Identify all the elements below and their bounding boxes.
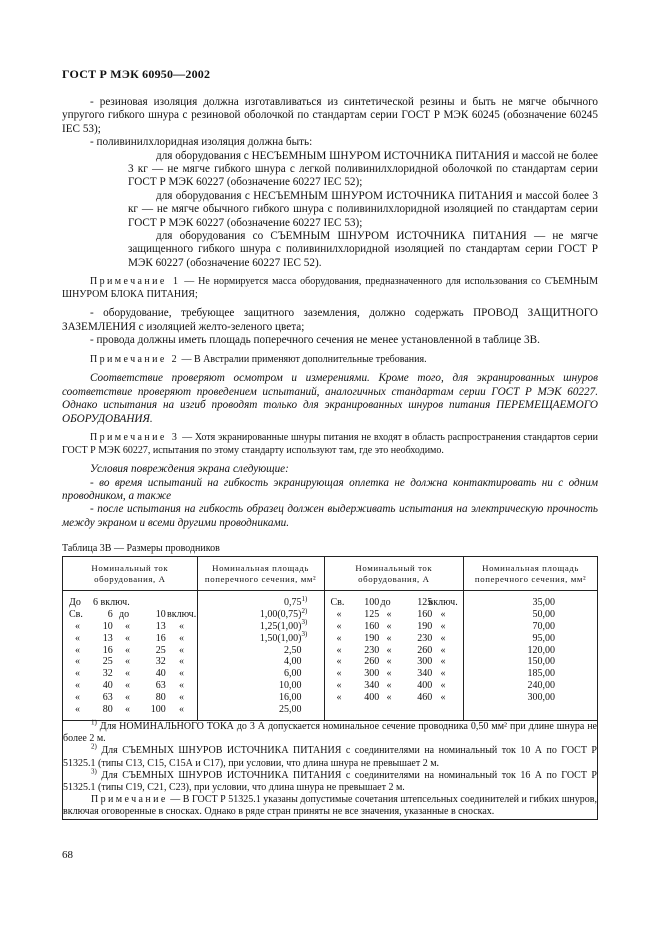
note-2-text: — В Австралии применяют дополнительные требования. xyxy=(179,353,427,365)
area-text: 0,75 xyxy=(284,597,302,608)
left-current-row xyxy=(69,680,193,692)
range-prefix: Св. xyxy=(69,608,83,620)
right-area-value xyxy=(468,645,593,657)
table-header-row xyxy=(63,557,598,591)
range-from: 125 xyxy=(364,608,380,620)
note-3 xyxy=(62,432,598,457)
note-2 xyxy=(62,354,598,367)
range-to: 100 xyxy=(150,704,166,716)
range-suffix: « xyxy=(179,668,184,680)
range-from: 25 xyxy=(102,656,113,668)
table-notes xyxy=(63,720,598,819)
range-to: 400 xyxy=(417,680,433,692)
area-text: 185,00 xyxy=(527,668,555,680)
left-area-value: $1,00(0,75)^{2)}$ xyxy=(259,606,308,620)
range-suffix: « xyxy=(440,632,446,644)
right-current-row xyxy=(331,692,460,704)
range-from: 190 xyxy=(364,632,380,644)
range-to: 16 xyxy=(155,632,166,644)
left-area-value: $1,50(1,00)^{3)}$ xyxy=(259,630,308,644)
range-prefix: Св. xyxy=(330,597,345,608)
area-text: 1,25(1,00) xyxy=(259,620,302,632)
range-from: 80 xyxy=(102,704,113,716)
left-current-row xyxy=(69,668,193,680)
left-current-row xyxy=(69,645,193,657)
range-to: 13 xyxy=(155,620,166,632)
right-area-value xyxy=(468,680,593,692)
para-pvc-heavy: для оборудования с НЕСЪЕМНЫМ ШНУРОМ ИСТОЧНИКА ПИТАНИЯ и массой более 3 кг — не мягче обычного гибкого шнура с поливинилхлоридной изоляцией по стандартам серии ГОСТ Р МЭК 60227 (обозначение 60227 IEC 53); xyxy=(128,189,598,229)
condition-1: - во время испытаний на гибкость экранирующая оплетка не должна контактировать ни с одним проводником, а также xyxy=(62,476,598,502)
range-to-word: « xyxy=(386,608,392,620)
range-prefix: « xyxy=(336,668,342,680)
right-current-row xyxy=(331,680,460,692)
note-3-text: — Хотя экранированные шнуры питания не входят в область распространения стандартов серии ГОСТ Р МЭК 60227, испытания по этому стандарту используют там, где это необходимо. xyxy=(62,431,598,456)
range-prefix: « xyxy=(336,680,342,692)
right-area-value xyxy=(468,668,593,680)
range-prefix: « xyxy=(75,668,80,680)
area-text: 150,00 xyxy=(527,656,555,668)
range-from: 63 xyxy=(102,692,113,704)
range-from: 260 xyxy=(364,656,380,668)
body-text xyxy=(62,96,598,530)
range-suffix: « xyxy=(179,656,184,668)
range-prefix: « xyxy=(75,656,80,668)
range-prefix: « xyxy=(75,632,80,644)
right-current-row xyxy=(331,656,460,668)
range-to-word: « xyxy=(386,632,392,644)
left-current-row xyxy=(69,692,193,704)
area-text: 4,00 xyxy=(284,656,302,668)
range-from: 340 xyxy=(364,680,380,692)
area-text: 10,00 xyxy=(279,680,302,692)
range-from: 16 xyxy=(102,644,113,656)
table-caption: Таблица 3В — Размеры проводников xyxy=(62,543,220,554)
range-suffix: включ. xyxy=(428,597,458,608)
table-body-row xyxy=(63,591,598,721)
right-current-row xyxy=(331,621,460,633)
header-current-right: Номинальный ток оборудования, А xyxy=(324,557,464,591)
range-to: 10 xyxy=(155,608,166,620)
range-suffix: включ. xyxy=(167,608,197,620)
area-text: 6,00 xyxy=(284,668,302,680)
para-section: - провода должны иметь площадь поперечного сечения не менее установленной в таблице 3В. xyxy=(90,334,540,347)
range-suffix: « xyxy=(179,704,184,716)
para-pvc-detachable: для оборудования со СЪЕМНЫМ ШНУРОМ ИСТОЧНИКА ПИТАНИЯ — не мягче защищенного гибкого шнура с поливинилхлоридной изоляцией по стандартам серии ГОСТ Р МЭК 60227 (обозначение 60227 IEC 52). xyxy=(128,230,598,269)
range-prefix: « xyxy=(336,632,342,644)
range-to: 63 xyxy=(155,680,166,692)
range-to-word: « xyxy=(386,656,392,668)
note-1 xyxy=(62,276,598,301)
range-from: 230 xyxy=(364,644,380,656)
range-to-word: « xyxy=(125,704,130,716)
range-from: 160 xyxy=(364,620,380,632)
area-text: 2,50 xyxy=(284,644,302,656)
right-current-row xyxy=(331,633,460,645)
range-to: 40 xyxy=(155,668,166,680)
range-prefix: « xyxy=(75,644,80,656)
range-to-word: « xyxy=(125,656,130,668)
range-to-word: « xyxy=(386,668,392,680)
area-text: 240,00 xyxy=(527,680,555,692)
range-from: 6 xyxy=(107,608,113,620)
range-to: 25 xyxy=(155,644,166,656)
right-current-row xyxy=(331,597,460,609)
right-area-value xyxy=(468,692,593,704)
left-current-row xyxy=(69,621,193,633)
area-text: 70,00 xyxy=(532,620,555,632)
range-to: 80 xyxy=(155,692,166,704)
range-suffix: « xyxy=(440,668,446,680)
range-from: 400 xyxy=(364,692,380,704)
range-suffix: « xyxy=(440,680,446,692)
left-area-cell xyxy=(197,591,324,721)
range-from: 32 xyxy=(102,668,113,680)
range-to-word: « xyxy=(386,680,392,692)
right-current-cell xyxy=(324,591,464,721)
left-current-row xyxy=(69,656,193,668)
range-from: 300 xyxy=(364,668,380,680)
table-notes-row xyxy=(63,720,598,819)
range-to-word: « xyxy=(125,692,130,704)
range-to: 460 xyxy=(417,692,433,704)
note-1-label: Примечание 1 xyxy=(90,276,181,288)
left-current-row xyxy=(69,597,193,609)
range-from: 10 xyxy=(102,620,113,632)
range-suffix: « xyxy=(179,620,184,632)
range-suffix: « xyxy=(440,692,446,704)
note-2-label: Примечание 2 xyxy=(90,353,180,365)
area-text: 50,00 xyxy=(532,608,555,620)
area-text: 120,00 xyxy=(527,644,555,656)
range-prefix: « xyxy=(75,680,80,692)
range-from: 40 xyxy=(102,680,113,692)
table-note: Примечание — В ГОСТ Р 51325.1 указаны допустимые сочетания штепсельных соединителей и гибких шнуров, включая оговоренные в сносках. Однако в ряде стран приняты не все значения, указанные в сносках. xyxy=(63,794,597,818)
range-prefix: « xyxy=(336,620,342,632)
range-prefix: « xyxy=(336,656,342,668)
left-area-value xyxy=(202,656,320,668)
range-prefix: « xyxy=(336,608,342,620)
range-to: 230 xyxy=(417,632,433,644)
right-area-cell xyxy=(464,591,598,721)
document-header: ГОСТ Р МЭК 60950—2002 xyxy=(62,67,211,81)
note-1-text: — Не нормируется масса оборудования, предназначенного для использования со СЪЕМНЫМ ШНУРОМ БЛОКА ПИТАНИЯ; xyxy=(62,276,598,300)
left-area-value xyxy=(202,668,320,680)
range-to: 340 xyxy=(417,668,433,680)
range-to: 190 xyxy=(417,620,433,632)
range-to: 160 xyxy=(417,608,433,620)
left-current-row xyxy=(69,608,197,621)
page-number: 68 xyxy=(62,849,73,861)
right-area-value xyxy=(468,656,593,668)
range-to-word: « xyxy=(386,620,392,632)
right-area-value xyxy=(468,597,593,609)
range-from: 13 xyxy=(102,632,113,644)
range-to: 32 xyxy=(155,656,166,668)
left-current-cell xyxy=(63,591,198,721)
header-current-left: Номинальный ток оборудования, А xyxy=(63,557,198,591)
right-current-row xyxy=(331,645,460,657)
area-text: 25,00 xyxy=(279,704,302,716)
range-to-word: « xyxy=(125,680,130,692)
range-prefix: До xyxy=(69,597,81,608)
compliance-text: Соответствие проверяют осмотром и измерениями. Кроме того, для экранированных шнуров соответствие проверяют проведением испытаний, аналогичных стандартам серии ГОСТ Р МЭК 60227. Однако испытания на изгиб проводят только для экранированных шнуров питания ПЕРЕМЕЩАЕМОГО ОБОРУДОВАНИЯ. xyxy=(62,372,598,425)
range-suffix: « xyxy=(440,656,446,668)
range-prefix: « xyxy=(75,692,80,704)
left-area-value xyxy=(202,645,320,657)
range-prefix: « xyxy=(336,692,342,704)
range-suffix: « xyxy=(179,632,184,644)
conductor-size-table xyxy=(62,556,598,820)
note-3-label: Примечание 3 xyxy=(90,431,180,443)
range-prefix: « xyxy=(75,620,80,632)
range-suffix: « xyxy=(440,644,446,656)
range-prefix: « xyxy=(75,704,80,716)
left-area-value xyxy=(202,704,320,716)
range-suffix: « xyxy=(179,680,184,692)
conditions-title: Условия повреждения экрана следующие: xyxy=(90,463,289,476)
para-pvc-light: для оборудования с НЕСЪЕМНЫМ ШНУРОМ ИСТОЧНИКА ПИТАНИЯ и массой не более 3 кг — не мягче гибкого шнура с легкой поливинилхлоридной оболочкой по стандартам серии ГОСТ Р МЭК 60227 (обозначение 60227 IEC 52); xyxy=(128,149,598,189)
left-area-value xyxy=(202,680,320,692)
range-suffix: « xyxy=(440,620,446,632)
left-area-value: 0,75$^{1)}$ xyxy=(284,594,308,608)
area-text: 1,50(1,00) xyxy=(259,632,302,644)
area-text: 1,00(0,75) xyxy=(259,608,302,620)
range-prefix: « xyxy=(336,644,342,656)
left-area-value xyxy=(202,692,320,704)
footnote-1: $^{1)}$ Для НОМИНАЛЬНОГО ТОКА до 3 А допускается номинальное сечение проводника 0,50 мм² при длине шнура не более 2 м. xyxy=(63,718,597,745)
area-text: 16,00 xyxy=(279,692,302,704)
range-suffix: « xyxy=(179,644,184,656)
right-area-value xyxy=(468,633,593,645)
header-area-left: Номинальная площадь поперечного сечения, мм² xyxy=(197,557,324,591)
range-to-word: « xyxy=(125,668,130,680)
right-area-value xyxy=(468,621,593,633)
para-rubber: - резиновая изоляция должна изготавливаться из синтетической резины и быть не мягче обычного упругого гибкого шнура с резиновой оболочкой по стандартам серии ГОСТ Р МЭК 60245 (обозначение 60245 IEC 53); xyxy=(62,96,598,135)
footnote-2: $^{2)}$ Для СЪЕМНЫХ ШНУРОВ ИСТОЧНИКА ПИТАНИЯ с соединителями на номинальный ток 10 А по ГОСТ Р 51325.1 (типы С13, С15, С15А и С17), при условии, что длина шнура не превышает 2 м. xyxy=(63,742,597,769)
right-area-value xyxy=(468,609,593,621)
range-to-word: « xyxy=(125,632,130,644)
range-to-word: до xyxy=(119,608,130,620)
range-to-word: « xyxy=(386,692,392,704)
para-pvc: - поливинилхлоридная изоляция должна быть: xyxy=(90,136,313,149)
range-to-word: до xyxy=(380,597,391,608)
left-current-row xyxy=(69,704,193,716)
range-to: 125 xyxy=(417,597,433,608)
header-area-right: Номинальная площадь поперечного сечения, мм² xyxy=(464,557,598,591)
range-suffix: « xyxy=(440,608,446,620)
left-current-row xyxy=(69,633,193,645)
range-from: 6 включ. xyxy=(93,597,130,608)
right-current-row xyxy=(331,609,460,621)
range-to: 260 xyxy=(417,644,433,656)
area-text: 300,00 xyxy=(527,692,555,704)
range-to-word: « xyxy=(125,620,130,632)
range-from: 100 xyxy=(364,597,380,608)
range-suffix: « xyxy=(179,692,184,704)
para-ground: - оборудование, требующее защитного заземления, должно содержать ПРОВОД ЗАЩИТНОГО ЗАЗЕМЛЕНИЯ с изоляцией желто-зеленого цвета; xyxy=(62,307,598,333)
area-text: 35,00 xyxy=(532,597,555,608)
range-to-word: « xyxy=(125,644,130,656)
left-area-value: $1,25(1,00)^{3)}$ xyxy=(259,618,308,632)
right-current-row xyxy=(331,668,460,680)
footnote-3: $^{3)}$ Для СЪЕМНЫХ ШНУРОВ ИСТОЧНИКА ПИТАНИЯ с соединителями на номинальный ток 16 А по ГОСТ Р 51325.1 (типы С19, С21, С23), при условии, что длина шнура не превышает 2 м. xyxy=(63,767,597,793)
range-to-word: « xyxy=(386,644,392,656)
condition-2: - после испытания на гибкость образец должен выдерживать испытания на электрическую прочность между экраном и всеми другими проводниками. xyxy=(62,503,598,529)
area-text: 95,00 xyxy=(532,632,555,644)
range-to: 300 xyxy=(417,656,433,668)
